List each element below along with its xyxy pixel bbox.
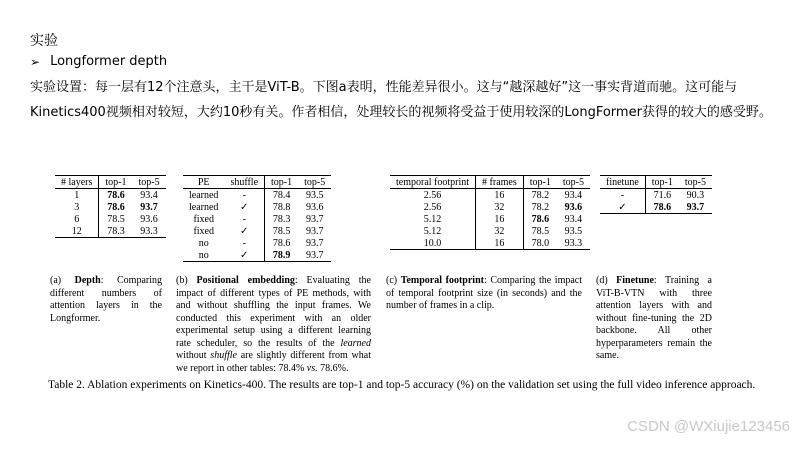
cell: learned — [189, 201, 219, 213]
table-row — [55, 225, 166, 238]
caption-text: : Evaluating the impact of different types of PE methods, with and without shuffling the input frames. We conducted this experiment with an older experimental setup using a different learning rate scheduler, so the results of the — [176, 275, 371, 349]
cell: 78.5 — [272, 225, 291, 237]
cell: 93.6 — [305, 201, 324, 213]
col-header: # frames — [476, 176, 524, 189]
col-header: top-5 — [679, 176, 712, 189]
cell: ✓ — [224, 225, 264, 237]
table-row — [390, 189, 590, 202]
arrow-bullet-icon: ➢ — [30, 54, 41, 69]
bullet-text: Longformer depth — [50, 54, 168, 69]
col-header: top-1 — [645, 176, 679, 189]
caption-label: (b) — [176, 275, 197, 286]
caption-italic: vs. — [306, 362, 318, 374]
col-header: temporal footprint — [390, 176, 476, 189]
cell: 93.7 — [686, 201, 705, 213]
cell: 78.8 — [272, 201, 291, 213]
pe-table — [183, 175, 331, 262]
col-header: PE — [183, 176, 224, 189]
cell: 71.6 — [653, 189, 672, 201]
caption-title: Finetune — [616, 275, 654, 286]
cell: 78.3 — [107, 225, 125, 237]
table-row — [183, 213, 331, 225]
caption-text: are slightly different from what we report in other tables: 78.4% — [176, 350, 371, 374]
cell: 78.0 — [531, 237, 550, 249]
caption-text: : Comparing the impact of temporal footprint size (in seconds) and the number of frames in a clip. — [386, 275, 582, 311]
cell: 93.7 — [305, 249, 324, 261]
cell: - — [224, 237, 264, 249]
col-header: # layers — [55, 176, 99, 189]
cell: - — [600, 189, 645, 202]
finetune-table — [600, 175, 712, 214]
cell: 78.9 — [272, 249, 291, 261]
intro-paragraph: 实验设置：每一层有12个注意头，主干是ViT-B。下图a表明，性能差异很小。这与“越深越好”这一事实背道而驰。这可能与Kinetics400视频相对较短，大约10秒有关。作者相信，处理较长的视频将受益于使用较深的LongFormer获得的较大的感受野。 — [30, 80, 772, 120]
caption-text: : Training a ViT-B-VTN with three attention layers with and without fine-tuning the 2D backbone. All other hyperparameters remain the same. — [596, 275, 712, 361]
table-row — [183, 237, 331, 249]
cell: - — [224, 213, 264, 225]
cell: 10.0 — [390, 237, 476, 250]
cell: 93.3 — [564, 237, 583, 249]
cell: 16 — [476, 189, 524, 202]
cell: 1 — [55, 189, 99, 202]
cell: no — [198, 237, 209, 249]
table-row — [55, 189, 166, 202]
cell: ✓ — [224, 201, 264, 213]
cell: 93.5 — [305, 189, 324, 201]
cell: 93.5 — [564, 225, 583, 237]
cell: 78.6 — [272, 237, 291, 249]
caption-title: Temporal footprint — [400, 275, 484, 286]
cell: 32 — [476, 201, 524, 213]
cell: learned — [189, 189, 219, 201]
bullet-item — [30, 54, 167, 69]
cell: 93.4 — [564, 213, 583, 225]
cell: 32 — [476, 225, 524, 237]
cell: 78.6 — [107, 201, 125, 213]
cell: 78.2 — [531, 201, 550, 213]
cell: 78.6 — [107, 189, 125, 201]
cell: 2.56 — [390, 189, 476, 202]
col-header: top-5 — [133, 176, 166, 189]
caption-title: Depth — [74, 275, 101, 286]
col-header: top-5 — [298, 176, 331, 189]
col-header: top-5 — [557, 176, 590, 189]
cell: 78.2 — [531, 189, 550, 201]
col-header: top-1 — [523, 176, 557, 189]
table-row — [183, 225, 331, 237]
caption-text: without — [176, 350, 211, 361]
cell: 16 — [476, 237, 524, 250]
cell: ✓ — [600, 201, 645, 214]
table-row — [600, 201, 712, 214]
table-row — [390, 201, 590, 213]
cell: 93.4 — [140, 189, 158, 201]
cell: 78.5 — [531, 225, 550, 237]
table-row — [183, 189, 331, 202]
caption-italic: shuffle — [210, 350, 237, 361]
table-row — [390, 213, 590, 225]
caption-text: : Comparing different numbers of attention layers in the Longformer. — [50, 275, 162, 324]
caption-depth — [50, 275, 162, 325]
cell: 93.7 — [305, 237, 324, 249]
watermark: CSDN @WXiujie123456 — [627, 418, 790, 435]
table-row — [55, 201, 166, 213]
cell: 78.6 — [531, 213, 550, 225]
cell: 2.56 — [390, 201, 476, 213]
cell: 78.5 — [107, 213, 125, 225]
caption-label: (a) — [50, 275, 75, 286]
cell: 93.6 — [140, 213, 158, 225]
col-header: shuffle — [224, 176, 264, 189]
cell: - — [224, 189, 264, 202]
section-heading: 实验 — [30, 33, 58, 49]
cell: 93.7 — [140, 201, 158, 213]
cell: ✓ — [224, 249, 264, 262]
cell: 93.7 — [305, 225, 324, 237]
cell: 12 — [55, 225, 99, 238]
cell: 93.6 — [564, 201, 583, 213]
cell: 3 — [55, 201, 99, 213]
caption-title: Positional embedding — [196, 275, 295, 286]
cell: 78.3 — [272, 213, 291, 225]
cell: 90.3 — [686, 189, 705, 201]
caption-pe — [176, 275, 371, 375]
cell: 93.4 — [564, 189, 583, 201]
table-row — [183, 201, 331, 213]
table-row — [183, 249, 331, 262]
depth-table — [55, 175, 166, 238]
temporal-table — [390, 175, 590, 250]
cell: 5.12 — [390, 213, 476, 225]
cell: fixed — [193, 225, 214, 237]
col-header: finetune — [600, 176, 645, 189]
cell: 5.12 — [390, 225, 476, 237]
table-row — [390, 225, 590, 237]
caption-italic: learned — [340, 337, 371, 349]
cell: 93.3 — [140, 225, 158, 237]
cell: fixed — [193, 213, 214, 225]
caption-label: (d) — [596, 275, 617, 286]
col-header: top-1 — [265, 176, 299, 189]
cell: 78.6 — [653, 201, 672, 213]
table-row — [55, 213, 166, 225]
cell: 93.7 — [305, 213, 324, 225]
table-row — [390, 237, 590, 250]
caption-temporal — [386, 275, 582, 313]
table-caption: Table 2. Ablation experiments on Kinetics-400. The results are top-1 and top-5 accuracy (%) on the validation set using the full video inference approach. — [48, 379, 756, 391]
col-header: top-1 — [99, 176, 133, 189]
cell: 78.4 — [272, 189, 291, 201]
cell: 16 — [476, 213, 524, 225]
table-row — [600, 189, 712, 202]
cell: no — [198, 249, 209, 261]
cell: 6 — [55, 213, 99, 225]
caption-label: (c) — [386, 275, 401, 286]
caption-text: 78.6%. — [317, 362, 349, 374]
caption-finetune — [596, 275, 712, 363]
